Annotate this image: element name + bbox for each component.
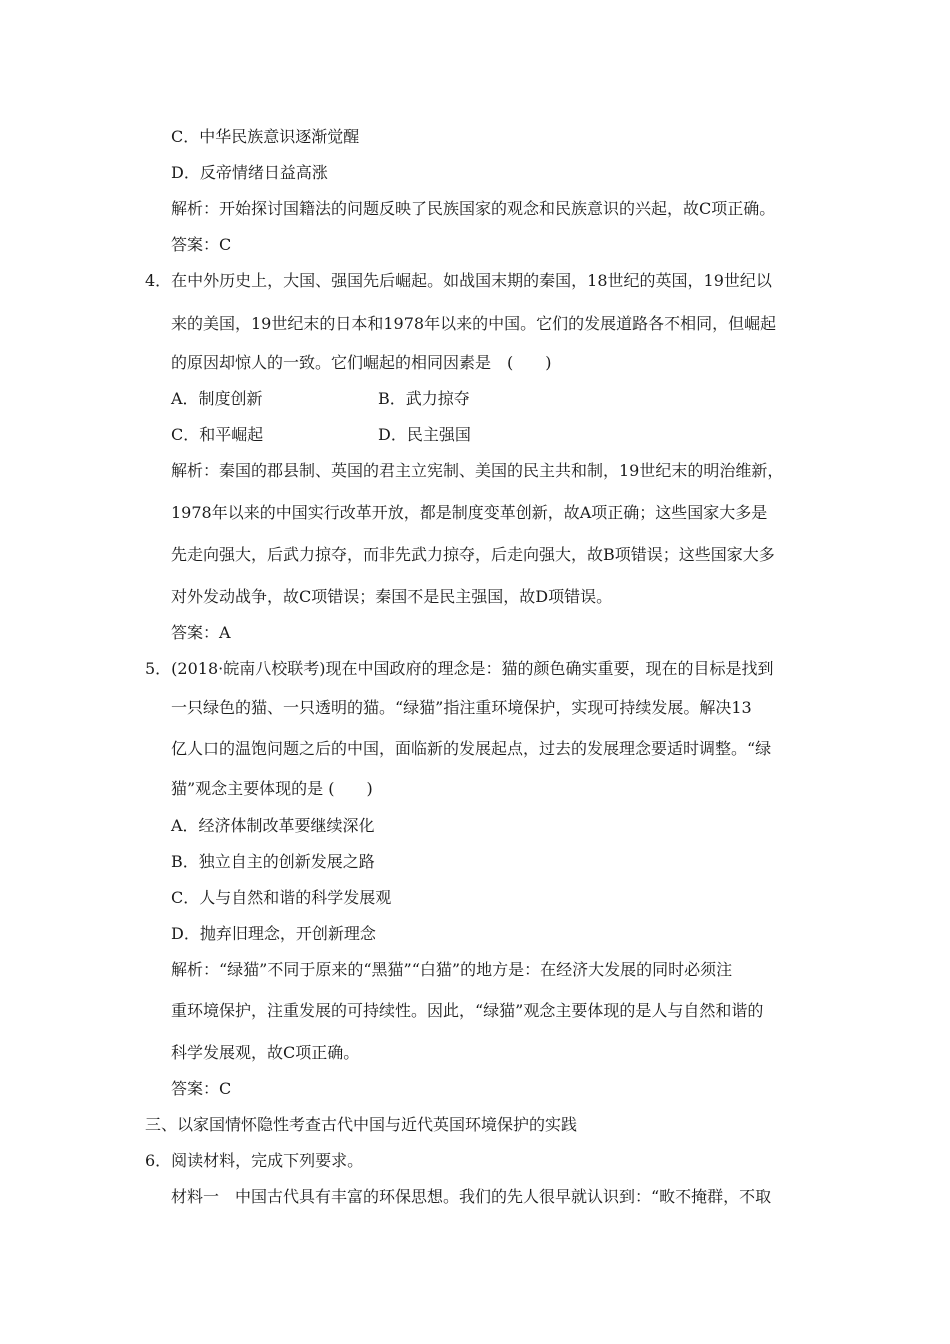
q5-analysis-line-2: 重环境保护，注重发展的可持续性。因此，“绿猫”观念主要体现的是人与自然和谐的 (171, 1001, 764, 1020)
q3-option-c: C．中华民族意识逐渐觉醒 (171, 127, 360, 146)
q4-option-a: A．制度创新 (171, 389, 263, 408)
q4-analysis-line-3: 先走向强大，后武力掠夺，而非先武力掠夺，后走向强大，故B项错误；这些国家大多 (171, 545, 775, 564)
q3-option-d: D．反帝情绪日益高涨 (171, 163, 328, 182)
q3-analysis: 解析：开始探讨国籍法的问题反映了民族国家的观念和民族意识的兴起，故C项正确。 (171, 199, 776, 218)
q5-option-c: C．人与自然和谐的科学发展观 (171, 888, 392, 907)
q5-analysis-line-3: 科学发展观，故C项正确。 (171, 1043, 360, 1062)
q5-option-a: A．经济体制改革要继续深化 (171, 816, 375, 835)
q4-analysis-line-2: 1978年以来的中国实行改革开放，都是制度变革创新，故A项正确；这些国家大多是 (171, 503, 768, 522)
q4-option-c: C．和平崛起 (171, 425, 264, 444)
q5-stem-line-3: 亿人口的温饱问题之后的中国，面临新的发展起点，过去的发展理念要适时调整。“绿 (171, 739, 772, 758)
q4-answer: 答案：A (171, 623, 231, 642)
q5-answer: 答案：C (171, 1079, 232, 1098)
q4-analysis-line-4: 对外发动战争，故C项错误；秦国不是民主强国，故D项错误。 (171, 587, 613, 606)
q5-analysis-line-1: 解析：“绿猫”不同于原来的“黑猫”“白猫”的地方是：在经济大发展的同时必须注 (171, 960, 733, 979)
section-heading: 三、以家国情怀隐性考查古代中国与近代英国环境保护的实践 (145, 1115, 578, 1134)
q4-stem-line-1: 4．在中外历史上，大国、强国先后崛起。如战国末期的秦国，18世纪的英国，19世纪以 (145, 271, 772, 290)
q3-answer: 答案：C (171, 235, 232, 254)
q4-stem-line-3: 的原因却惊人的一致。它们崛起的相同因素是 ( ) (171, 353, 552, 372)
q4-option-b: B．武力掠夺 (378, 389, 470, 408)
q4-option-d: D．民主强国 (378, 425, 471, 444)
q5-option-b: B．独立自主的创新发展之路 (171, 852, 375, 871)
q5-stem-line-4: 猫”观念主要体现的是 ( ) (171, 779, 373, 798)
q5-stem-line-1: 5．(2018·皖南八校联考)现在中国政府的理念是：猫的颜色确实重要，现在的目标是找到 (145, 659, 774, 678)
q4-stem-line-2: 来的美国，19世纪末的日本和1978年以来的中国。它们的发展道路各不相同，但崛起 (171, 314, 777, 333)
q6-stem: 6．阅读材料，完成下列要求。 (145, 1151, 364, 1170)
q6-material-1: 材料一 中国古代具有丰富的环保思想。我们的先人很早就认识到：“畋不掩群，不取 (171, 1187, 772, 1206)
q5-stem-line-2: 一只绿色的猫、一只透明的猫。“绿猫”指注重环境保护，实现可持续发展。解决13 (171, 698, 752, 717)
q5-option-d: D．抛弃旧理念，开创新理念 (171, 924, 376, 943)
q4-analysis-line-1: 解析：秦国的郡县制、英国的君主立宪制、美国的民主共和制，19世纪末的明治维新， (171, 461, 784, 480)
